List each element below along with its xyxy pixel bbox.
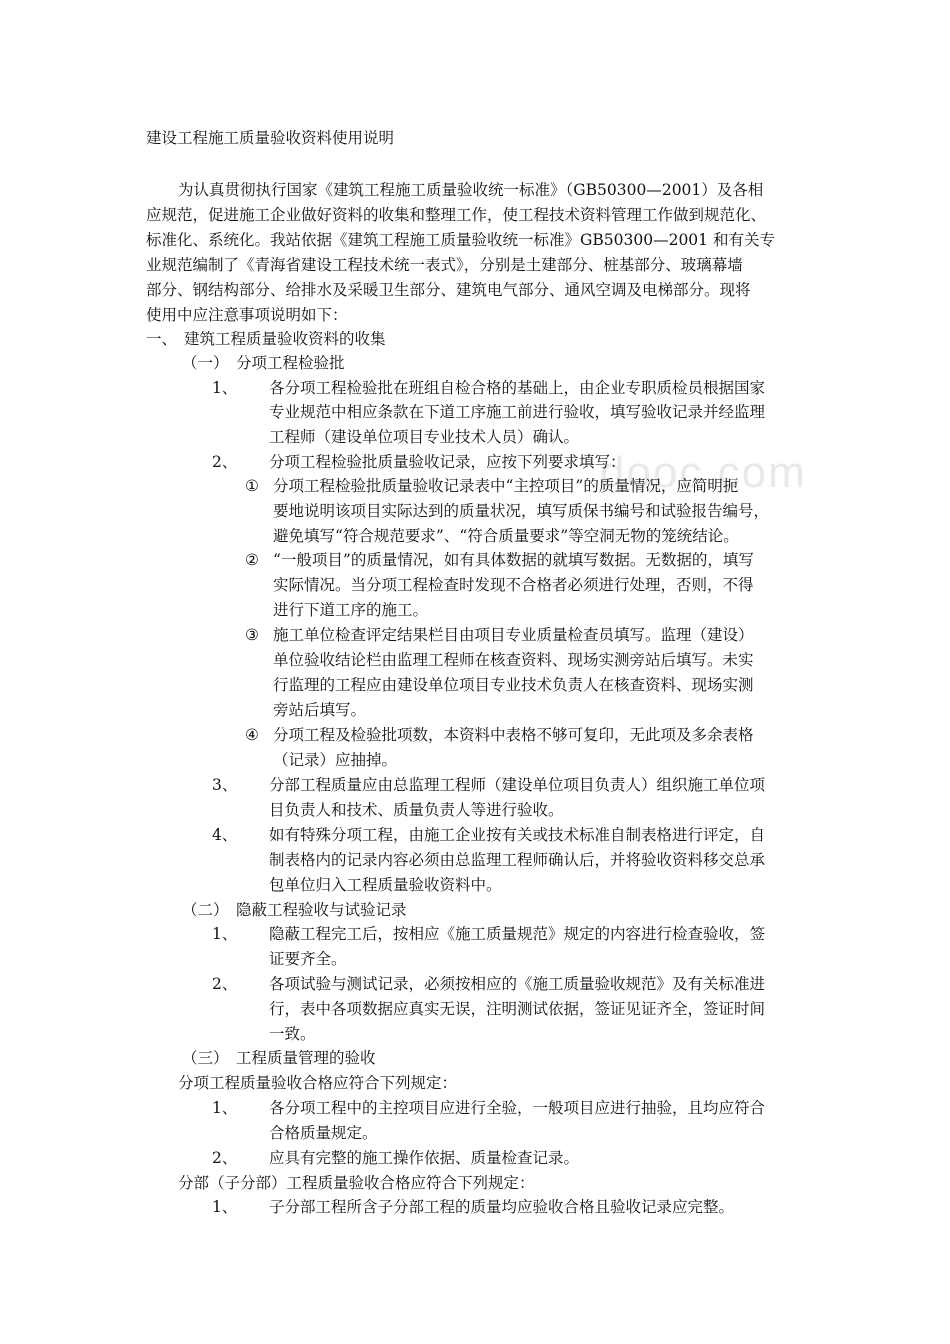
subsection-heading: 分项工程检验批	[236, 354, 345, 372]
paragraph: 分部（子分部）工程质量验收合格应符合下列规定：	[178, 1174, 535, 1192]
intro-line: 业规范编制了《青海省建设工程技术统一表式》，分别是土建部分、桩基部分、玻璃幕墙	[146, 256, 743, 274]
item-line: 实际情况。当分项工程检查时发现不合格者必须进行处理，否则，不得	[273, 576, 754, 594]
subsection-label: （一）	[182, 354, 229, 372]
item-line: 分部工程质量应由总监理工程师（建设单位项目负责人）组织施工单位项	[269, 776, 766, 794]
item-number: 1、	[212, 1198, 238, 1216]
circled-number: ①	[245, 477, 259, 495]
item-line: 目负责人和技术、质量负责人等进行验收。	[269, 801, 564, 819]
item-line: 单位验收结论栏由监理工程师在核查资料、现场实测旁站后填写。未实	[273, 651, 754, 669]
item-line: 各项试验与测试记录，必须按相应的《施工质量验收规范》及有关标准进	[269, 975, 766, 993]
item-line: 子分部工程所含子分部工程的质量均应验收合格且验收记录应完整。	[269, 1198, 735, 1216]
item-number: 2、	[212, 453, 238, 471]
subsection-heading: 隐蔽工程验收与试验记录	[236, 901, 407, 919]
item-line: 应具有完整的施工操作依据、质量检查记录。	[269, 1149, 580, 1167]
item-line: 各分项工程检验批在班组自检合格的基础上，由企业专职质检员根据国家	[269, 379, 766, 397]
circled-number: ④	[245, 726, 259, 744]
item-line: 分项工程及检验批项数，本资料中表格不够可复印，无此项及多余表格	[273, 726, 754, 744]
item-line: 一致。	[269, 1025, 316, 1043]
document-title: 建设工程施工质量验收资料使用说明	[146, 129, 395, 147]
item-number: 1、	[212, 379, 238, 397]
item-line: 施工单位检查评定结果栏目由项目专业质量检查员填写。监理（建设）	[273, 626, 754, 644]
item-line: 分项工程检验批质量验收记录表中“主控项目”的质量情况，应简明扼	[273, 477, 739, 495]
intro-line: 应规范，促进施工企业做好资料的收集和整理工作，使工程技术资料管理工作做到规范化、	[146, 206, 767, 224]
section-number: 一、	[146, 330, 178, 348]
item-line: （记录）应抽掉。	[273, 751, 398, 769]
item-line: 要地说明该项目实际达到的质量状况，填写质保书编号和试验报告编号，	[273, 502, 770, 520]
item-line: 合格质量规定。	[269, 1124, 378, 1142]
item-line: 工程师（建设单位项目专业技术人员）确认。	[269, 428, 580, 446]
intro-line: 使用中应注意事项说明如下：	[146, 306, 348, 324]
item-number: 1、	[212, 925, 238, 943]
watermark: dooc.com	[600, 448, 807, 497]
item-line: 证要齐全。	[269, 950, 347, 968]
intro-line: 为认真贯彻执行国家《建筑工程施工质量验收统一标准》（GB50300—2001）及各相	[178, 181, 764, 199]
section-heading: 建筑工程质量验收资料的收集	[184, 330, 386, 348]
item-line: 如有特殊分项工程，由施工企业按有关或技术标准自制表格进行评定，自	[269, 826, 766, 844]
item-line: “一般项目”的质量情况，如有具体数据的就填写数据。无数据的，填写	[273, 551, 754, 569]
item-line: 进行下道工序的施工。	[273, 601, 429, 619]
intro-line: 标准化、系统化。我站依据《建筑工程施工质量验收统一标准》GB50300—2001 和有关专	[146, 231, 775, 249]
item-line: 制表格内的记录内容必须由总监理工程师确认后，并将验收资料移交总承	[269, 851, 766, 869]
intro-line: 部分、钢结构部分、给排水及采暖卫生部分、建筑电气部分、通风空调及电梯部分。现将	[146, 281, 751, 299]
item-line: 行，表中各项数据应真实无误，注明测试依据，签证见证齐全，签证时间	[269, 1000, 766, 1018]
item-line: 各分项工程中的主控项目应进行全验，一般项目应进行抽验，且均应符合	[269, 1099, 766, 1117]
paragraph: 分项工程质量验收合格应符合下列规定：	[178, 1074, 458, 1092]
item-line: 专业规范中相应条款在下道工序施工前进行验收，填写验收记录并经监理	[269, 403, 766, 421]
item-line: 旁站后填写。	[273, 701, 367, 719]
item-number: 3、	[212, 776, 238, 794]
circled-number: ③	[245, 626, 259, 644]
subsection-label: （二）	[182, 901, 229, 919]
item-line: 隐蔽工程完工后，按相应《施工质量规范》规定的内容进行检查验收，签	[269, 925, 766, 943]
item-number: 1、	[212, 1099, 238, 1117]
item-line: 包单位归入工程质量验收资料中。	[269, 876, 502, 894]
subsection-heading: 工程质量管理的验收	[236, 1049, 376, 1067]
item-line: 避免填写“符合规范要求”、“符合质量要求”等空洞无物的笼统结论。	[273, 527, 739, 545]
item-number: 2、	[212, 1149, 238, 1167]
item-number: 4、	[212, 826, 238, 844]
item-line: 分项工程检验批质量验收记录，应按下列要求填写：	[269, 453, 626, 471]
circled-number: ②	[245, 551, 259, 569]
item-line: 行监理的工程应由建设单位项目专业技术负责人在核查资料、现场实测	[273, 676, 754, 694]
subsection-label: （三）	[182, 1049, 229, 1067]
item-number: 2、	[212, 975, 238, 993]
